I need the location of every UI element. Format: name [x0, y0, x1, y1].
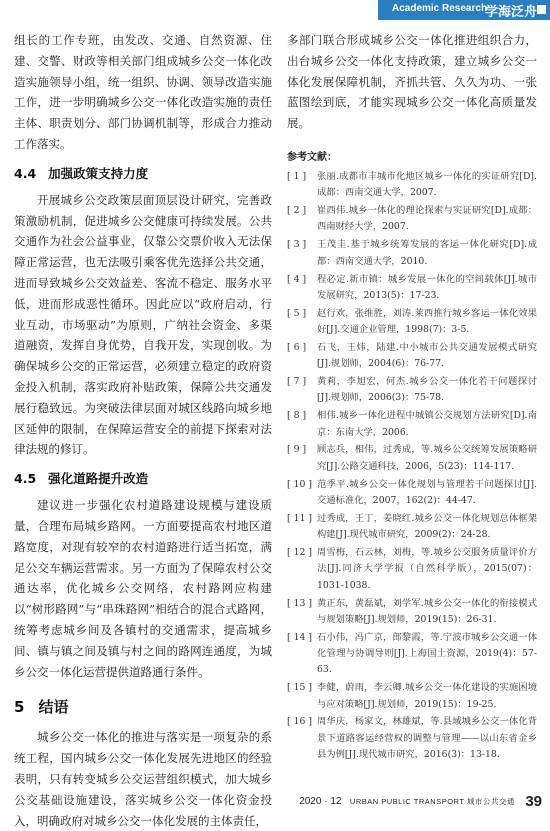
reference-number: [ 6 ] — [287, 341, 307, 353]
reference-item — [287, 680, 537, 713]
chapter-number: 5 — [14, 698, 25, 717]
reference-item — [287, 714, 537, 763]
reference-number: [ 3 ] — [287, 239, 307, 251]
reference-text: 黄莉，李旭宏，何杰.城乡公交一体化若干问题探讨[J].规划师，2006(3)：75-78. — [317, 376, 537, 404]
reference-item — [287, 630, 537, 679]
reference-number: [ 5 ] — [287, 307, 307, 319]
paragraph: 开展城乡公交政策层面顶层设计研究，完善政策激励机制，促进城乡公交健康可持续发展。公共交通作为社会公益事业，仅靠公交票价收入无法保障正常运营，也无法吸引乘客优先选择公共交通，进而导致城乡公交效益差、客流不稳定、服务水平低，进而形成恶性循环。因此应以“政府启动，行业互动，市场驱动”为原则，广纳社会资金、多渠道融资，发挥自身优势，自我开发，实现创收。为确保城乡公交的正常运营，必须建立稳定的政府资金投入机制，落实政府补贴政策，保障公共交通发展行稳致远。为突破法律层面对城区线路向城乡地区延伸的限制，在保障运营安全的前提下探索对法律法规的修订。 — [14, 192, 272, 457]
reference-text: 赵行欢，张维胜，刘涛.莱西推行城乡客运一体化效果好[J].交通企业管理，1998(7)：3-5. — [317, 307, 537, 336]
paragraph: 城乡公交一体化的推进与落实是一项复杂的系统工程，国内城乡公交一体化发展先进地区的经验表明，只有转变城乡公交运营组织模式，加大城乡公交基础设施建设，落实城乡公交一体化资金投入，明确政府对城乡公交一体化发展的主体责任， — [14, 730, 272, 828]
references-heading: 参考文献： — [287, 151, 337, 163]
reference-item — [287, 169, 537, 202]
reference-text: 黄正东，黄磊斌，刘学军.城乡公交一体化的衔接模式与规划策略[J].规划师，2019(15)：26-31. — [317, 597, 537, 625]
paragraph: 组长的工作专班，由发改、交通、自然资源、住建、交警、财政等相关部门组成城乡公交一体化改造实施领导小组，统一组织、协调、领导改造实施工作，进一步明确城乡公交一体化改造实施的责任主体、职责划分、部门协调机制等，形成合力推动工作落实。 — [14, 33, 272, 151]
reference-item — [287, 272, 537, 305]
reference-number: [ 9 ] — [287, 444, 307, 456]
reference-item — [287, 442, 537, 475]
section-title: 强化道路提升改造 — [48, 471, 149, 487]
reference-number: [ 14 ] — [287, 631, 312, 643]
reference-number: [ 11 ] — [287, 512, 312, 524]
reference-number: [ 16 ] — [287, 716, 312, 728]
reference-item — [287, 596, 537, 629]
square-icon — [537, 5, 546, 14]
reference-text: 张丽.成都市丰城市化地区城乡一体化的实证研究[D].成都：西南交通大学，2007. — [317, 170, 537, 199]
reference-item — [287, 545, 537, 594]
reference-text: 李健，蔚雨，李云卿.城乡公交一体化建设的实施困境与应对策略[J].规划师，2019(15)：19-25. — [317, 682, 537, 710]
page-footer — [299, 793, 542, 809]
journal-name-footer: URBAN PUBLIC TRANSPORT 城市公共交通 — [349, 797, 515, 806]
reference-number: [ 8 ] — [287, 410, 307, 422]
reference-text: 周华庆，杨家文，林雄斌，等.县域城乡公交一体化背景下道路客运经营权的调整与管理——以山东省金乡县为例[J].现代城市研究，2016(3)：13-18. — [317, 716, 537, 760]
reference-item — [287, 477, 537, 510]
reference-text: 石小伟，冯广京，郎黎霞，等.宁波市城乡公交通一体化管理与协调导则[J].上海国土资源，2019(4)：57-63. — [317, 631, 537, 676]
reference-number: [ 12 ] — [287, 547, 312, 559]
journal-banner — [378, 0, 550, 20]
journal-name-cn: 学海泛舟 — [485, 5, 538, 20]
reference-number: [ 2 ] — [287, 205, 307, 217]
reference-text: 王茂圭.基于城乡统筹发展的客运一体化研究[D].成都：西南交通大学，2010. — [317, 239, 537, 267]
reference-number: [ 13 ] — [287, 597, 312, 609]
paragraph: 建议进一步强化农村道路建设规模与建设质量，合理布局城乡路网。一方面要提高农村地区道路宽度，对现有较窄的农村道路进行适当拓宽，满足公交车辆运营需求。另一方面为了保障农村公交通达率，优化城乡公交网络，农村路网应构建以“树形路网”与“串珠路网”相结合的混合式路网，统筹考虑城乡间及各镇村的交通需求，提高城乡间、镇与镇之间及镇与村之间的路网连通度，为城乡公交一体化运营提供道路通行条件。 — [14, 498, 272, 679]
right-column — [287, 30, 537, 765]
reference-number: [ 1 ] — [287, 170, 307, 182]
reference-number: [ 7 ] — [287, 376, 307, 388]
paragraph: 多部门联合形成城乡公交一体化推进组织合力，出台城乡公交一体化支持政策，建立城乡公交一体化发展保障机制，齐抓共管、久久为功、一张蓝图绘到底，才能实现城乡公交一体化高质量发展。 — [287, 33, 537, 131]
issue-number: 2020 · 12 — [299, 796, 342, 807]
journal-name-en: Academic Research — [392, 3, 488, 14]
chapter-heading — [14, 696, 272, 717]
reference-text: 范季平.城乡公交一体化规划与管理若干问题探讨[J].交通标准化，2007，162(2)：44-47. — [317, 478, 537, 506]
reference-text: 相伟.城乡一体化进程中城镇公交规划方法研究[D].南京：东南大学，2006. — [317, 410, 537, 438]
reference-text: 崔西伟.城乡一体化的理论探索与实证研究[D].成都：西南财经大学，2007. — [317, 205, 537, 233]
page-number: 39 — [525, 793, 542, 810]
reference-text: 程必定.新市镇：城乡发展一体化的空间载体[J].城市发展研究，2013(5)：17-23. — [317, 273, 537, 301]
reference-item — [287, 203, 537, 236]
chapter-title: 结语 — [38, 698, 69, 717]
reference-item — [287, 374, 537, 407]
reference-number: [ 4 ] — [287, 273, 307, 285]
section-title: 加强政策支持力度 — [48, 165, 149, 181]
reference-text: 周雪梅，石云林，刘梅，等.城乡公交服务质量评价方法[J].同济大学学报（自然科学版），2015(07)：1031-1038. — [317, 547, 537, 591]
reference-item — [287, 237, 537, 270]
reference-number: [ 10 ] — [287, 478, 312, 490]
reference-text: 石飞，王炜，陆建.中小城市公共交通发展模式研究[J].规划师，2004(6)：76-77. — [317, 341, 537, 370]
reference-item — [287, 408, 537, 441]
reference-item — [287, 306, 537, 339]
section-heading — [14, 164, 272, 182]
reference-list — [287, 169, 537, 763]
reference-item — [287, 340, 537, 373]
reference-item — [287, 511, 537, 544]
reference-text: 过秀成，王丁，姜晓红.城乡公交一体化规划总体框架构建[J].现代城市研究，2009(2)：24-28. — [317, 512, 537, 541]
page-header — [0, 0, 550, 20]
section-heading — [14, 469, 272, 487]
reference-number: [ 15 ] — [287, 682, 312, 694]
section-number: 4.4 — [14, 165, 37, 181]
left-column — [14, 30, 272, 831]
section-number: 4.5 — [14, 471, 37, 487]
reference-text: 顾志兵，相伟，过秀成，等.城乡公交统筹发展策略研究[J].公路交通科技，2006，5(23)：114-117. — [317, 444, 537, 472]
